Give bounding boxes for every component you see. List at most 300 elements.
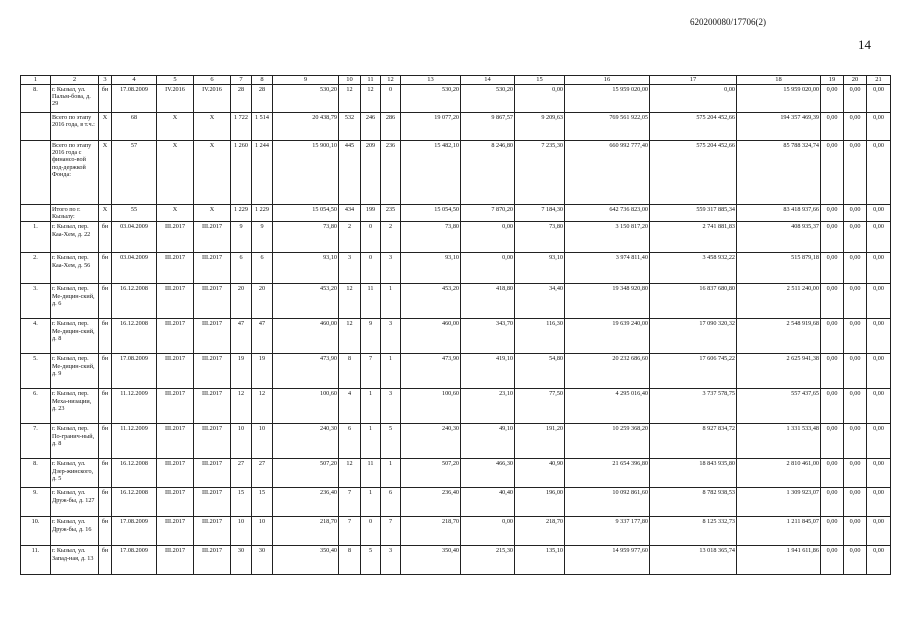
table-cell: X [99, 141, 112, 205]
table-cell: 03.04.2009 [112, 253, 157, 284]
table-cell: 0,00 [844, 424, 867, 459]
table-cell: г. Кызыл, ул. Пальм-бова, д. 29 [51, 85, 99, 113]
table-cell: 10 [231, 424, 252, 459]
table-cell: 6 [231, 253, 252, 284]
table-cell: 49,10 [461, 424, 515, 459]
table-cell: 0,00 [844, 319, 867, 354]
table-cell: 17 090 320,32 [650, 319, 737, 354]
table-cell: X [157, 141, 194, 205]
table-cell: III.2017 [194, 319, 231, 354]
table-cell: бн [99, 459, 112, 488]
table-cell: Итого по г. Кызылу: [51, 205, 99, 222]
table-cell: X [194, 205, 231, 222]
table-cell: г. Кызыл, пер. Меха-низации, д. 23 [51, 389, 99, 424]
table-cell: 16.12.2008 [112, 284, 157, 319]
table-row [21, 354, 891, 389]
table-cell: 473,90 [401, 354, 461, 389]
table-cell: III.2017 [157, 319, 194, 354]
table-cell: 6 [339, 424, 361, 459]
table-cell: г. Кызыл, ул. Друж-бы, д. 16 [51, 517, 99, 546]
table-cell: 68 [112, 113, 157, 141]
table-cell: бн [99, 222, 112, 253]
table-cell: 11 [361, 459, 381, 488]
table-cell: 19 [252, 354, 273, 389]
table-cell: 642 736 823,00 [565, 205, 650, 222]
table-cell: 15 [231, 488, 252, 517]
table-cell: 13 018 365,74 [650, 546, 737, 575]
table-cell: 0,00 [821, 85, 844, 113]
table-cell: 218,70 [273, 517, 339, 546]
table-cell: 0,00 [821, 205, 844, 222]
table-cell: 93,10 [273, 253, 339, 284]
table-cell: 7 [381, 517, 401, 546]
column-header: 9 [273, 76, 339, 85]
table-cell: 215,30 [461, 546, 515, 575]
table-cell: 116,30 [515, 319, 565, 354]
table-cell: 1 229 [252, 205, 273, 222]
table-body [21, 85, 891, 575]
table-cell: III.2017 [194, 459, 231, 488]
table-cell: 0,00 [461, 253, 515, 284]
table-cell: 1 [381, 459, 401, 488]
table-cell: III.2017 [157, 459, 194, 488]
table-cell: 0,00 [867, 85, 891, 113]
table-cell: 0,00 [821, 113, 844, 141]
table-cell: 0 [361, 253, 381, 284]
table-cell: 0,00 [867, 424, 891, 459]
table-cell: 473,90 [273, 354, 339, 389]
table-cell: 2 810 461,00 [737, 459, 821, 488]
table-cell: 2 548 919,68 [737, 319, 821, 354]
table-row [21, 319, 891, 354]
table-cell: 240,30 [273, 424, 339, 459]
table-cell: г. Кызыл, пер. Ме-дицин-ский, д. 8 [51, 319, 99, 354]
table-cell: 453,20 [273, 284, 339, 319]
table-cell: 23,10 [461, 389, 515, 424]
table-cell: 55 [112, 205, 157, 222]
table-cell: X [157, 113, 194, 141]
table-cell: 73,80 [515, 222, 565, 253]
table-cell: 0,00 [867, 389, 891, 424]
table-cell: 0,00 [844, 459, 867, 488]
table-cell: 419,10 [461, 354, 515, 389]
table-cell: 9. [21, 488, 51, 517]
table-cell: 17.08.2009 [112, 517, 157, 546]
table-cell: 12 [339, 459, 361, 488]
table-row [21, 546, 891, 575]
table-cell: г. Кызыл, ул. Дзер-жинского, д. 5 [51, 459, 99, 488]
table-cell: бн [99, 253, 112, 284]
table-cell: 18 843 935,80 [650, 459, 737, 488]
table-cell: 236 [381, 141, 401, 205]
table-cell: 15 959 020,00 [737, 85, 821, 113]
table-cell: 15 [252, 488, 273, 517]
column-header: 6 [194, 76, 231, 85]
table-cell [21, 141, 51, 205]
table-cell: 5 [381, 424, 401, 459]
table-cell: 0,00 [821, 284, 844, 319]
table-cell: X [99, 205, 112, 222]
column-header: 15 [515, 76, 565, 85]
table-cell: 8. [21, 85, 51, 113]
table-cell: 7. [21, 424, 51, 459]
table-cell: 408 935,37 [737, 222, 821, 253]
table-cell: г. Кызыл, пер. По-гранич-ный, д. 8 [51, 424, 99, 459]
table-cell: III.2017 [157, 253, 194, 284]
table-cell: 460,00 [273, 319, 339, 354]
table-cell: 2 [381, 222, 401, 253]
table-cell: 0,00 [821, 424, 844, 459]
table-cell: X [99, 113, 112, 141]
table-cell: III.2017 [157, 284, 194, 319]
table-cell: 7 870,20 [461, 205, 515, 222]
table-cell: г. Кызыл, пер. Каа-Хем, д. 56 [51, 253, 99, 284]
table-cell: 11.12.2009 [112, 389, 157, 424]
table-cell: 15 900,10 [273, 141, 339, 205]
table-cell: 343,70 [461, 319, 515, 354]
table-cell: 769 561 922,05 [565, 113, 650, 141]
table-cell: 0,00 [650, 85, 737, 113]
table-cell: 1 [381, 354, 401, 389]
table-cell: 20 [231, 284, 252, 319]
table-cell: 1 260 [231, 141, 252, 205]
column-header: 10 [339, 76, 361, 85]
table-cell: 28 [231, 85, 252, 113]
column-header: 17 [650, 76, 737, 85]
table-cell: 0,00 [867, 354, 891, 389]
column-header: 14 [461, 76, 515, 85]
table-cell: III.2017 [157, 488, 194, 517]
table-cell: X [194, 141, 231, 205]
column-header: 8 [252, 76, 273, 85]
table-cell: 1 [361, 488, 381, 517]
table-cell: 0,00 [821, 517, 844, 546]
table-cell: 0,00 [821, 546, 844, 575]
table-cell: 2 741 881,83 [650, 222, 737, 253]
table-cell: 77,50 [515, 389, 565, 424]
column-header: 5 [157, 76, 194, 85]
table-cell: 3 [339, 253, 361, 284]
table-cell: 0,00 [867, 319, 891, 354]
table-cell: 9 867,57 [461, 113, 515, 141]
table-cell: 10 [252, 517, 273, 546]
table-cell: III.2017 [194, 546, 231, 575]
table-cell: 2 625 941,38 [737, 354, 821, 389]
table-cell: 1 211 845,07 [737, 517, 821, 546]
table-cell: 19 348 920,80 [565, 284, 650, 319]
column-header: 21 [867, 76, 891, 85]
table-cell: 8 125 332,73 [650, 517, 737, 546]
table-cell: III.2017 [157, 424, 194, 459]
table-cell: 532 [339, 113, 361, 141]
table-row [21, 389, 891, 424]
table-cell: 7 184,30 [515, 205, 565, 222]
table-cell: 7 235,30 [515, 141, 565, 205]
table-cell: 0 [361, 222, 381, 253]
table-cell: 0,00 [867, 253, 891, 284]
table-cell: 8 246,80 [461, 141, 515, 205]
table-cell: 1 941 611,86 [737, 546, 821, 575]
column-header: 7 [231, 76, 252, 85]
table-cell: 10 259 368,20 [565, 424, 650, 459]
table-cell: 196,00 [515, 488, 565, 517]
table-cell: 0,00 [821, 389, 844, 424]
table-cell: г. Кызыл, пер. Ме-дицин-ский, д. 6 [51, 284, 99, 319]
table-cell: 559 317 885,34 [650, 205, 737, 222]
table-cell: 218,70 [401, 517, 461, 546]
table-cell: 515 879,18 [737, 253, 821, 284]
table-cell: 8 [339, 546, 361, 575]
table-cell: III.2017 [194, 253, 231, 284]
table-cell: 11 [361, 284, 381, 319]
table-cell: 7 [339, 488, 361, 517]
table-cell: г. Кызыл, пер. Ме-дицин-ский, д. 9 [51, 354, 99, 389]
table-cell: 5 [361, 546, 381, 575]
table-cell: 8 927 834,72 [650, 424, 737, 459]
table-cell: 1. [21, 222, 51, 253]
column-header: 11 [361, 76, 381, 85]
table-cell: III.2017 [157, 222, 194, 253]
table-cell: 0,00 [844, 488, 867, 517]
table-cell: 0,00 [515, 85, 565, 113]
table-cell: 3 [381, 546, 401, 575]
table-cell: 16.12.2008 [112, 459, 157, 488]
table-cell: 8 [339, 354, 361, 389]
table-cell: 27 [252, 459, 273, 488]
table-cell: 20 232 686,60 [565, 354, 650, 389]
table-cell: 17 606 745,22 [650, 354, 737, 389]
table-cell: бн [99, 517, 112, 546]
table-row [21, 488, 891, 517]
table-cell: 0,00 [844, 113, 867, 141]
table-cell [21, 205, 51, 222]
table-cell: 4 295 016,40 [565, 389, 650, 424]
table-cell: 0,00 [844, 141, 867, 205]
table-cell: III.2017 [157, 517, 194, 546]
table-cell: 660 992 777,40 [565, 141, 650, 205]
table-cell: 0,00 [821, 141, 844, 205]
table-cell: 54,80 [515, 354, 565, 389]
table-cell: 40,90 [515, 459, 565, 488]
table-cell: 11. [21, 546, 51, 575]
table-cell: 0,00 [867, 517, 891, 546]
column-header: 20 [844, 76, 867, 85]
housing-register-table [20, 75, 891, 575]
table-cell: 16.12.2008 [112, 488, 157, 517]
table-cell: 5. [21, 354, 51, 389]
table-cell: 530,20 [273, 85, 339, 113]
table-cell: 4 [339, 389, 361, 424]
table-cell: 0,00 [844, 222, 867, 253]
table-cell: 8. [21, 459, 51, 488]
table-cell: 0 [361, 517, 381, 546]
table-cell: 445 [339, 141, 361, 205]
table-cell: 12 [339, 284, 361, 319]
table-cell: 7 [361, 354, 381, 389]
table-cell: 194 357 469,39 [737, 113, 821, 141]
table-cell: 0,00 [867, 459, 891, 488]
table-cell: 10 [231, 517, 252, 546]
table-cell: 0,00 [867, 205, 891, 222]
table-cell: 3 [381, 253, 401, 284]
table-cell: 530,20 [461, 85, 515, 113]
table-cell: 73,80 [273, 222, 339, 253]
table-row [21, 113, 891, 141]
table-cell: 93,10 [515, 253, 565, 284]
table-cell: 0,00 [867, 546, 891, 575]
table-cell: 466,30 [461, 459, 515, 488]
table-cell: 9 [252, 222, 273, 253]
table-cell: бн [99, 85, 112, 113]
table-cell: 73,80 [401, 222, 461, 253]
table-cell: 3 150 817,20 [565, 222, 650, 253]
table-cell: III.2017 [194, 488, 231, 517]
table-cell: X [157, 205, 194, 222]
table-cell: 11.12.2009 [112, 424, 157, 459]
column-header: 4 [112, 76, 157, 85]
table-cell: 12 [339, 85, 361, 113]
table-cell: 507,20 [273, 459, 339, 488]
table-cell: 19 [231, 354, 252, 389]
table-cell: г. Кызыл, ул. Запад-ная, д. 13 [51, 546, 99, 575]
table-cell: 0,00 [821, 253, 844, 284]
column-header: 2 [51, 76, 99, 85]
table-cell: 3 974 811,40 [565, 253, 650, 284]
table-row [21, 459, 891, 488]
table-cell: 236,40 [273, 488, 339, 517]
table-cell: 12 [361, 85, 381, 113]
table-cell: 0,00 [867, 113, 891, 141]
table-cell: 12 [252, 389, 273, 424]
table-cell: 453,20 [401, 284, 461, 319]
table-cell [21, 113, 51, 141]
table-cell: 17.08.2009 [112, 85, 157, 113]
table-cell: бн [99, 546, 112, 575]
table-cell: 3 [381, 319, 401, 354]
table-cell: бн [99, 424, 112, 459]
table-cell: 0,00 [844, 205, 867, 222]
table-cell: 209 [361, 141, 381, 205]
table-cell: III.2017 [194, 424, 231, 459]
table-cell: 3. [21, 284, 51, 319]
table-cell: бн [99, 488, 112, 517]
table-cell: 0,00 [867, 141, 891, 205]
column-number-row [21, 76, 891, 85]
table-cell: 15 959 020,00 [565, 85, 650, 113]
table-cell: 30 [252, 546, 273, 575]
table-cell: 575 204 452,66 [650, 141, 737, 205]
table-cell: 1 309 923,07 [737, 488, 821, 517]
table-cell: 15 054,50 [273, 205, 339, 222]
table-row [21, 141, 891, 205]
page-number: 14 [858, 37, 871, 52]
table-cell: 57 [112, 141, 157, 205]
table-row [21, 222, 891, 253]
table-cell: 0,00 [844, 354, 867, 389]
table-cell: г. Кызыл, пер. Каа-Хем, д. 22 [51, 222, 99, 253]
table-cell: 9 337 177,80 [565, 517, 650, 546]
table-cell: бн [99, 354, 112, 389]
table-cell: бн [99, 319, 112, 354]
table-cell: 218,70 [515, 517, 565, 546]
table-cell: 418,80 [461, 284, 515, 319]
table-cell: 6 [252, 253, 273, 284]
table-cell: 17.08.2009 [112, 354, 157, 389]
table-cell: 434 [339, 205, 361, 222]
table-cell: 246 [361, 113, 381, 141]
table-cell: 0,00 [821, 488, 844, 517]
table-cell: 0,00 [844, 85, 867, 113]
table-row [21, 424, 891, 459]
table-cell: 0,00 [844, 389, 867, 424]
table-cell: 0,00 [821, 459, 844, 488]
column-header: 16 [565, 76, 650, 85]
table-cell: 0,00 [461, 517, 515, 546]
table-cell: Всего по этапу 2016 года, в т.ч.: [51, 113, 99, 141]
table-cell: 2 511 240,00 [737, 284, 821, 319]
column-header: 3 [99, 76, 112, 85]
table-cell: 12 [231, 389, 252, 424]
document-number: 620200080/17706(2) [690, 17, 766, 27]
table-cell: IV.2016 [157, 85, 194, 113]
table-cell: 135,10 [515, 546, 565, 575]
table-cell: 27 [231, 459, 252, 488]
table-cell: 2 [339, 222, 361, 253]
table-cell: 19 077,20 [401, 113, 461, 141]
table-cell: 6 [381, 488, 401, 517]
table-cell: III.2017 [194, 389, 231, 424]
table-cell: 93,10 [401, 253, 461, 284]
table-cell: 1 [361, 424, 381, 459]
table-cell: 0,00 [867, 284, 891, 319]
table-cell: 03.04.2009 [112, 222, 157, 253]
table-cell: 47 [231, 319, 252, 354]
table-cell: 100,60 [401, 389, 461, 424]
table-cell: 15 054,50 [401, 205, 461, 222]
table-cell: 557 437,65 [737, 389, 821, 424]
table-cell: 40,40 [461, 488, 515, 517]
table-cell: бн [99, 389, 112, 424]
table-cell: 507,20 [401, 459, 461, 488]
table-cell: 10 092 861,60 [565, 488, 650, 517]
table-cell: 100,60 [273, 389, 339, 424]
table-cell: бн [99, 284, 112, 319]
table-cell: III.2017 [157, 546, 194, 575]
table-cell: 1 514 [252, 113, 273, 141]
table-cell: 235 [381, 205, 401, 222]
table-cell: 19 639 240,00 [565, 319, 650, 354]
table-cell: 16.12.2008 [112, 319, 157, 354]
table-cell: IV.2016 [194, 85, 231, 113]
table-cell: 21 654 396,80 [565, 459, 650, 488]
table-cell: 0,00 [867, 488, 891, 517]
table-cell: 7 [339, 517, 361, 546]
table-row [21, 284, 891, 319]
table-cell: 16 837 680,80 [650, 284, 737, 319]
table-cell: 240,30 [401, 424, 461, 459]
table-cell: Всего по этапу 2016 года с финансо-вой под-держкой Фонда: [51, 141, 99, 205]
table-cell: 9 209,63 [515, 113, 565, 141]
table-cell: 191,20 [515, 424, 565, 459]
table-cell: 30 [231, 546, 252, 575]
table-cell: 1 [381, 284, 401, 319]
table-cell: 0,00 [844, 517, 867, 546]
table-row [21, 253, 891, 284]
table-cell: 1 722 [231, 113, 252, 141]
table-cell: 20 [252, 284, 273, 319]
table-cell: 0,00 [844, 253, 867, 284]
table-cell: 0,00 [844, 546, 867, 575]
